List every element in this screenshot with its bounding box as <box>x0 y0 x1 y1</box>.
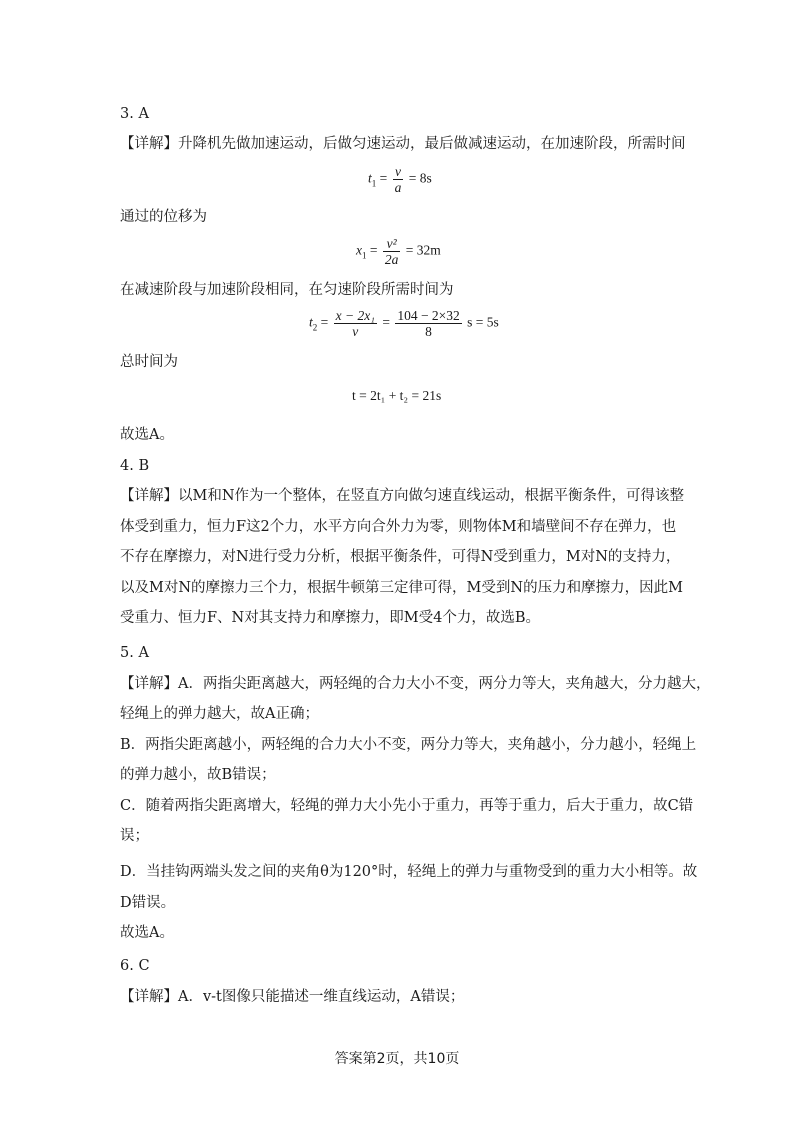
q3-explain-4: 总时间为 <box>120 354 178 370</box>
page-footer: 答案第2页，共10页 <box>334 1051 460 1067</box>
q6-answer: 6. C <box>120 958 150 974</box>
q5-explain-3: B．两指尖距离越小，两轻绳的合力大小不变，两分力等大，夹角越小，分力越小，轻绳上 <box>120 737 697 753</box>
q5-explain-8: D错误。 <box>120 895 176 911</box>
q3-explain-1: 【详解】升降机先做加速运动，后做匀速运动，最后做减速运动，在加速阶段，所需时间 <box>120 136 686 152</box>
q3-answer: 3. A <box>120 106 149 122</box>
formula-t1: $t_1$ = $\frac{v}{a}$ = 8s <box>368 164 432 195</box>
q3-explain-2: 通过的位移为 <box>120 209 207 225</box>
q3-conclusion: 故选A。 <box>120 427 174 443</box>
q3-explain-3: 在减速阶段与加速阶段相同，在匀速阶段所需时间为 <box>120 282 454 298</box>
q5-explain-1: 【详解】A．两指尖距离越大，两轻绳的合力大小不变，两分力等大，夹角越大，分力越大， <box>120 676 711 692</box>
q4-answer: 4. B <box>120 458 150 474</box>
q4-explain-4: 以及M对N的摩擦力三个力，根据牛顿第三定律可得，M受到N的压力和摩擦力，因此M <box>120 580 683 596</box>
q4-explain-3: 不存在摩擦力，对N进行受力分析，根据平衡条件，可得N受到重力，M对N的支持力， <box>120 549 681 565</box>
q4-explain-1: 【详解】以M和N作为一个整体，在竖直方向做匀速直线运动，根据平衡条件，可得该整 <box>120 488 685 504</box>
q5-answer: 5. A <box>120 645 149 661</box>
q4-explain-2: 体受到重力，恒力F这2个力，水平方向合外力为零，则物体M和墙壁间不存在弹力，也 <box>120 519 677 535</box>
formula-t2: $t_2$ = $\frac{\text{x − 2x₁}}{v}$ = $\frac{104 - 2\times 32}{8}$ s = 5s <box>309 308 499 339</box>
q5-explain-5: C．随着两指尖距离增大，轻绳的弹力大小先小于重力，再等于重力，后大于重力，故C错 <box>120 798 694 814</box>
q5-explain-2: 轻绳上的弹力越大，故A正确； <box>120 706 319 722</box>
formula-total-time: t = 2t₁ + t₂ = 21s <box>352 388 442 403</box>
q4-explain-5: 受重力、恒力F、N对其支持力和摩擦力，即M受4个力，故选B。 <box>120 610 540 626</box>
q5-explain-7: D．当挂钩两端头发之间的夹角θ为120°时，轻绳上的弹力与重物受到的重力大小相等。故 <box>120 864 698 880</box>
q5-explain-4: 的弹力越小，故B错误； <box>120 767 276 783</box>
q5-conclusion: 故选A。 <box>120 925 174 941</box>
formula-x1: $x_1$ = $\frac{\text{v²}}{2a}$ = 32m <box>356 236 441 267</box>
q6-explain-1: 【详解】A．v-t图像只能描述一维直线运动，A错误； <box>120 989 465 1005</box>
q5-explain-6: 误； <box>120 828 149 844</box>
